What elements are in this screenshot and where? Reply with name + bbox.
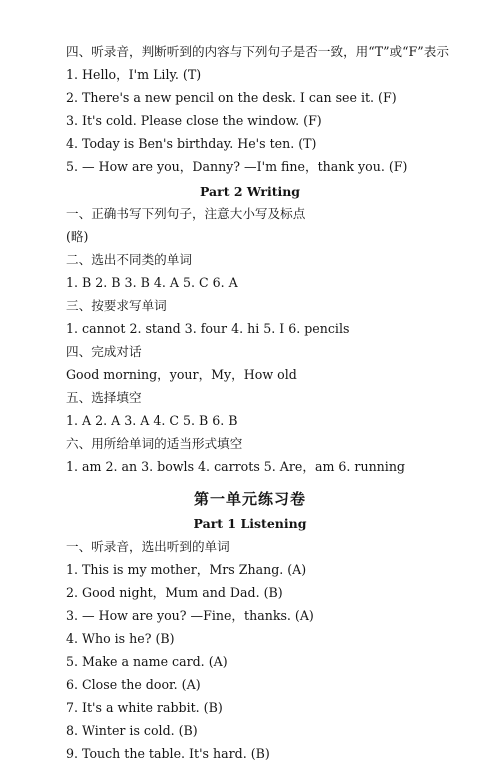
section-answer: Good morning，your，My，How old — [66, 367, 297, 382]
section-answer: (略) — [66, 229, 89, 244]
section-heading: 四、完成对话 — [66, 344, 142, 359]
section-heading: 六、用所给单词的适当形式填空 — [66, 436, 243, 451]
answer-item: 5. Make a name card. (A) — [66, 654, 228, 669]
answer-item: 1. Hello，I'm Lily. (T) — [66, 67, 202, 82]
section-answer: 1. A 2. A 3. A 4. C 5. B 6. B — [66, 413, 238, 428]
answer-item: 4. Who is he? (B) — [66, 631, 175, 646]
answer-item: 3. — How are you? —Fine，thanks. (A) — [66, 608, 314, 623]
unit-title: 第一单元练习卷 — [193, 490, 306, 508]
part-heading: Part 1 Listening — [193, 516, 307, 531]
section-heading: 四、听录音，判断听到的内容与下列句子是否一致，用“T”或“F”表示 — [66, 44, 449, 59]
answer-item: 5. — How are you，Danny? —I'm fine，thank you. (F) — [66, 159, 408, 174]
answer-item: 3. It's cold. Please close the window. (F) — [66, 113, 322, 128]
answer-item: 1. This is my mother，Mrs Zhang. (A) — [66, 562, 307, 577]
answer-item: 7. It's a white rabbit. (B) — [66, 700, 223, 715]
part-heading: Part 2 Writing — [199, 184, 301, 199]
answer-item: 2. There's a new pencil on the desk. I can see it. (F) — [66, 90, 397, 105]
answer-item: 8. Winter is cold. (B) — [66, 723, 198, 738]
answer-item: 9. Touch the table. It's hard. (B) — [66, 746, 270, 761]
section-heading: 三、按要求写单词 — [66, 298, 167, 313]
answer-item: 4. Today is Ben's birthday. He's ten. (T) — [66, 136, 317, 151]
section-answer: 1. am 2. an 3. bowls 4. carrots 5. Are，am 6. running — [66, 459, 405, 474]
section-answer: 1. cannot 2. stand 3. four 4. hi 5. I 6. pencils — [66, 321, 350, 336]
section-answer: 1. B 2. B 3. B 4. A 5. C 6. A — [66, 275, 238, 290]
section-heading: 二、选出不同类的单词 — [66, 252, 192, 267]
answer-item: 6. Close the door. (A) — [66, 677, 201, 692]
section-heading: 一、听录音，选出听到的单词 — [66, 539, 230, 554]
answer-item: 2. Good night，Mum and Dad. (B) — [66, 585, 283, 600]
section-heading: 五、选择填空 — [66, 390, 142, 405]
section-heading: 一、正确书写下列句子，注意大小写及标点 — [66, 206, 306, 221]
